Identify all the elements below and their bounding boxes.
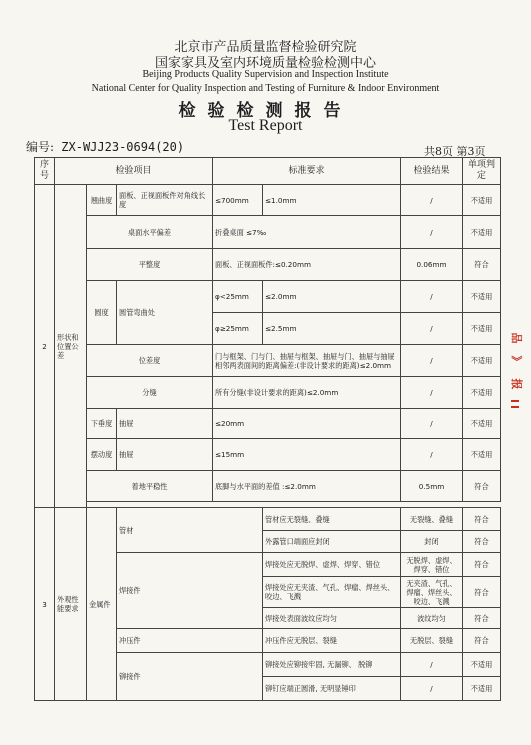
result-cell: / [401,216,463,249]
item-cell: 面板、正视面板件对角线长度 [117,185,213,216]
judgement-cell: 不适用 [463,185,501,216]
col-header-judgement: 单项判定 [463,158,501,185]
item-cell: 管材 [117,508,263,553]
standard-cell: 外露管口端面应封闭 [263,531,401,553]
judgement-cell: 不适用 [463,313,501,345]
stamp-mark [511,406,519,408]
result-cell: 0.5mm [401,471,463,502]
item-cell: 位差度 [87,345,213,377]
table-row [35,508,501,531]
result-cell: 波纹均匀 [401,608,463,629]
report-number [26,138,184,155]
standard-cell: ≤1.0mm [263,185,401,216]
inspection-table [34,157,501,701]
standard-cell: 管材应无裂缝、叠缝 [263,508,401,531]
result-cell: / [401,377,463,409]
col-header-result: 检验结果 [401,158,463,185]
standard-cell: φ≥25mm [213,313,263,345]
result-cell: / [401,677,463,701]
result-cell: 封闭 [401,531,463,553]
judgement-cell: 不适用 [463,216,501,249]
standard-cell: φ<25mm [213,281,263,313]
table-row [35,471,501,502]
standard-cell: 焊接处应无夹渣、气孔、焊瘤、焊丝头、咬边、飞溅 [263,577,401,608]
result-cell: / [401,313,463,345]
standard-cell: ≤20mm [213,409,401,439]
seal-stamp [507,330,527,399]
result-cell: / [401,185,463,216]
judgement-cell: 不适用 [463,653,501,677]
sub-item: 翘曲度 [87,185,117,216]
stamp-char: 报 [510,378,523,390]
stamp-char: 品 [510,332,523,344]
table-row [35,185,501,216]
item-cell: 着地平稳性 [87,471,213,502]
stamp-char: 》 [510,355,523,367]
standard-cell: 门与框架、门与门、抽屉与框架、抽屉与门、抽屉与抽屉相邻两表面间的距离偏差:(非设计要求的距离)≤2.0mm [213,345,401,377]
table-header-row [35,158,501,185]
standard-cell: 面板、正视面板件:≤0.20mm [213,249,401,281]
item-cell: 分缝 [87,377,213,409]
item-cell: 圆管弯曲处 [117,281,213,345]
standard-cell: ≤2.0mm [263,281,401,313]
standard-cell: ≤2.5mm [263,313,401,345]
standard-cell: 冲压件应无脱层、裂缝 [263,629,401,653]
page-info: 共8页 第3页 [424,145,486,158]
table-row [35,281,501,313]
col-header-item: 检验项目 [55,158,213,185]
table-row [35,249,501,281]
result-cell: 无夹渣、气孔、焊瘤、焊丝头、咬边、飞溅 [401,577,463,608]
standard-cell: 焊接处应无脱焊、虚焊、焊穿、错位 [263,553,401,577]
judgement-cell: 符合 [463,577,501,608]
judgement-cell: 符合 [463,629,501,653]
sub-group-name: 金属件 [87,508,117,701]
standard-cell: ≤700mm [213,185,263,216]
standard-cell: 铆接处应铆接牢固, 无漏铆、 脱铆 [263,653,401,677]
result-cell: / [401,345,463,377]
result-cell: 0.06mm [401,249,463,281]
table-row [35,216,501,249]
judgement-cell: 符合 [463,553,501,577]
judgement-cell: 不适用 [463,377,501,409]
standard-cell: ≤15mm [213,439,401,471]
center-name-cn: 国家家具及室内环境质量检验检测中心 [154,56,376,71]
table-row [35,377,501,409]
standard-cell: 折叠桌面 ≤7‰ [213,216,401,249]
item-cell: 抽屉 [117,409,213,439]
group-name: 形状和位置公差 [55,185,87,508]
group-number: 3 [35,508,55,701]
item-cell: 平整度 [87,249,213,281]
item-cell: 焊接件 [117,553,263,629]
institute-name-en: Beijing Products Quality Supervision and Inspection Institute [142,69,389,80]
item-cell: 抽屉 [117,439,213,471]
report-title-cn: 检验检测报告 [178,101,353,121]
item-cell: 桌面水平偏差 [87,216,213,249]
sub-item: 下垂度 [87,409,117,439]
judgement-cell: 不适用 [463,677,501,701]
report-number-value: ZX-WJJ23-0694(20) [61,140,185,154]
standard-cell: 底脚与水平面的差值 :≤2.0mm [213,471,401,502]
table-row [35,409,501,439]
group-name: 外观性能要求 [55,508,87,701]
item-cell: 铆接件 [117,653,263,701]
institute-name-cn: 北京市产品质量监督检验研究院 [174,40,357,55]
report-title-en: Test Report [228,117,303,134]
report-number-label: 编号: [26,140,55,154]
judgement-cell: 不适用 [463,281,501,313]
judgement-cell: 不适用 [463,345,501,377]
standard-cell: 焊接处表面波纹应均匀 [263,608,401,629]
result-cell: 无脱焊、虚焊、焊穿、错位 [401,553,463,577]
result-cell: / [401,281,463,313]
standard-cell: 铆钉应端正圆滑, 无明显锤印 [263,677,401,701]
judgement-cell: 不适用 [463,439,501,471]
col-header-no: 序号 [35,158,55,185]
standard-cell: 所有分缝(非设计要求的距离)≤2.0mm [213,377,401,409]
group-number: 2 [35,185,55,508]
sub-item: 圆度 [87,281,117,345]
judgement-cell: 符合 [463,471,501,502]
table-row [35,439,501,471]
sub-item: 摆动度 [87,439,117,471]
result-cell: / [401,409,463,439]
item-cell: 冲压件 [117,629,263,653]
judgement-cell: 符合 [463,249,501,281]
judgement-cell: 符合 [463,508,501,531]
judgement-cell: 符合 [463,531,501,553]
result-cell: / [401,653,463,677]
result-cell: 无脱层、裂缝 [401,629,463,653]
judgement-cell: 不适用 [463,409,501,439]
result-cell: 无裂缝、叠缝 [401,508,463,531]
result-cell: / [401,439,463,471]
stamp-mark [511,400,519,402]
table-row [35,345,501,377]
judgement-cell: 符合 [463,608,501,629]
center-name-en: National Center for Quality Inspection and Testing of Furniture & Indoor Environment [91,83,440,94]
col-header-standard: 标准要求 [213,158,401,185]
